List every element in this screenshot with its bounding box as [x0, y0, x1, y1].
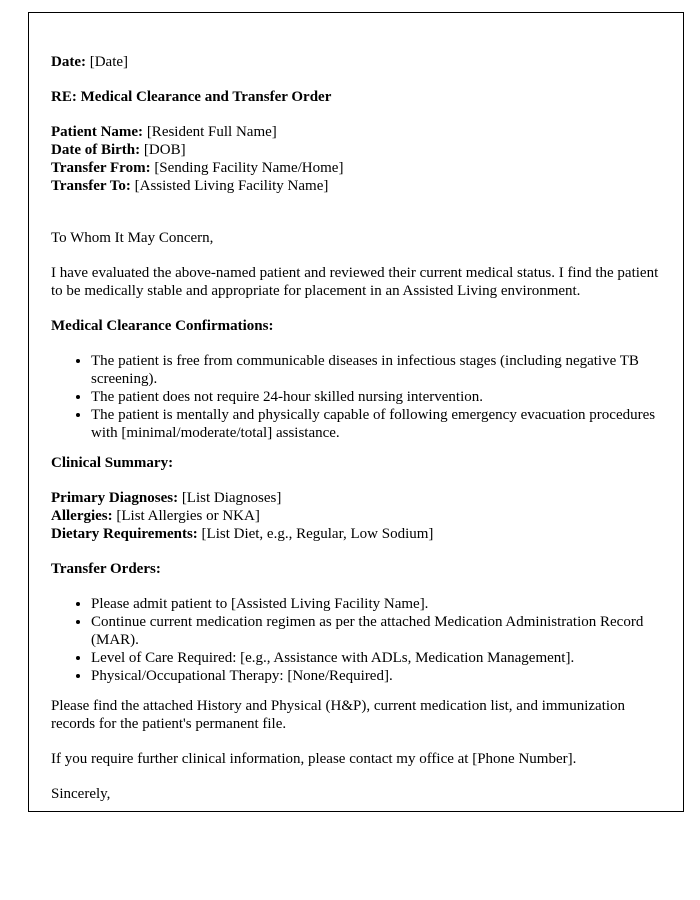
transfer-order-item: • Physical/Occupational Therapy: [None/Required]. — [91, 667, 661, 685]
allergies-line — [51, 507, 661, 525]
date-value: [Date] — [89, 54, 129, 70]
clinical-summary-heading: Clinical Summary: — [51, 455, 174, 471]
clearance-item: • The patient is mentally and physically capable of following emergency evacuation procedures with [minimal/moderate/total] assistance. — [91, 406, 661, 442]
attachments-paragraph: Please find the attached History and Physical (H&P), current medication list, and immunization records for the patient's permanent file. — [51, 698, 626, 732]
transfer-to-label: Transfer To: — [51, 178, 131, 194]
patient-header-block — [51, 123, 661, 195]
intro-paragraph: I have evaluated the above-named patient and reviewed their current medical status. I find the patient to be medically stable and appropriate for placement in an Assisted Living environment. — [51, 265, 659, 299]
subject-text: RE: Medical Clearance and Transfer Order — [51, 89, 332, 105]
clearance-heading: Medical Clearance Confirmations: — [51, 318, 274, 334]
allergies-value: [List Allergies or NKA] — [116, 508, 260, 524]
clearance-item: • The patient does not require 24-hour skilled nursing intervention. — [91, 388, 661, 406]
closing-line: Sincerely, — [51, 786, 111, 802]
date-label: Date: — [51, 54, 86, 70]
clearance-list — [51, 352, 661, 442]
transfer-from-label: Transfer From: — [51, 160, 151, 176]
transfer-from-line — [51, 159, 661, 177]
dietary-requirements-line — [51, 525, 661, 543]
clinical-summary-block — [51, 489, 661, 543]
dietary-requirements-value: [List Diet, e.g., Regular, Low Sodium] — [201, 526, 434, 542]
transfer-to-line — [51, 177, 661, 195]
transfer-from-value: [Sending Facility Name/Home] — [154, 160, 344, 176]
subject-line — [51, 88, 661, 106]
dob-label: Date of Birth: — [51, 142, 141, 158]
primary-diagnoses-line — [51, 489, 661, 507]
transfer-orders-heading: Transfer Orders: — [51, 561, 161, 577]
dietary-requirements-label: Dietary Requirements: — [51, 526, 198, 542]
transfer-order-item: • Level of Care Required: [e.g., Assistance with ADLs, Medication Management]. — [91, 649, 661, 667]
dob-value: [DOB] — [143, 142, 186, 158]
primary-diagnoses-label: Primary Diagnoses: — [51, 490, 179, 506]
patient-name-value: [Resident Full Name] — [146, 124, 277, 140]
transfer-orders-list — [51, 595, 661, 685]
patient-name-label: Patient Name: — [51, 124, 144, 140]
salutation: To Whom It May Concern, — [51, 230, 214, 246]
letter-page — [28, 12, 684, 812]
clearance-item: • The patient is free from communicable diseases in infectious stages (including negative TB screening). — [91, 352, 661, 388]
patient-name-line — [51, 123, 661, 141]
primary-diagnoses-value: [List Diagnoses] — [181, 490, 282, 506]
dob-line — [51, 141, 661, 159]
transfer-to-value: [Assisted Living Facility Name] — [134, 178, 329, 194]
transfer-order-item: • Please admit patient to [Assisted Living Facility Name]. — [91, 595, 661, 613]
transfer-order-item: • Continue current medication regimen as per the attached Medication Administration Record (MAR). — [91, 613, 661, 649]
allergies-label: Allergies: — [51, 508, 113, 524]
contact-paragraph: If you require further clinical information, please contact my office at [Phone Number]. — [51, 751, 577, 767]
date-line — [51, 53, 661, 71]
